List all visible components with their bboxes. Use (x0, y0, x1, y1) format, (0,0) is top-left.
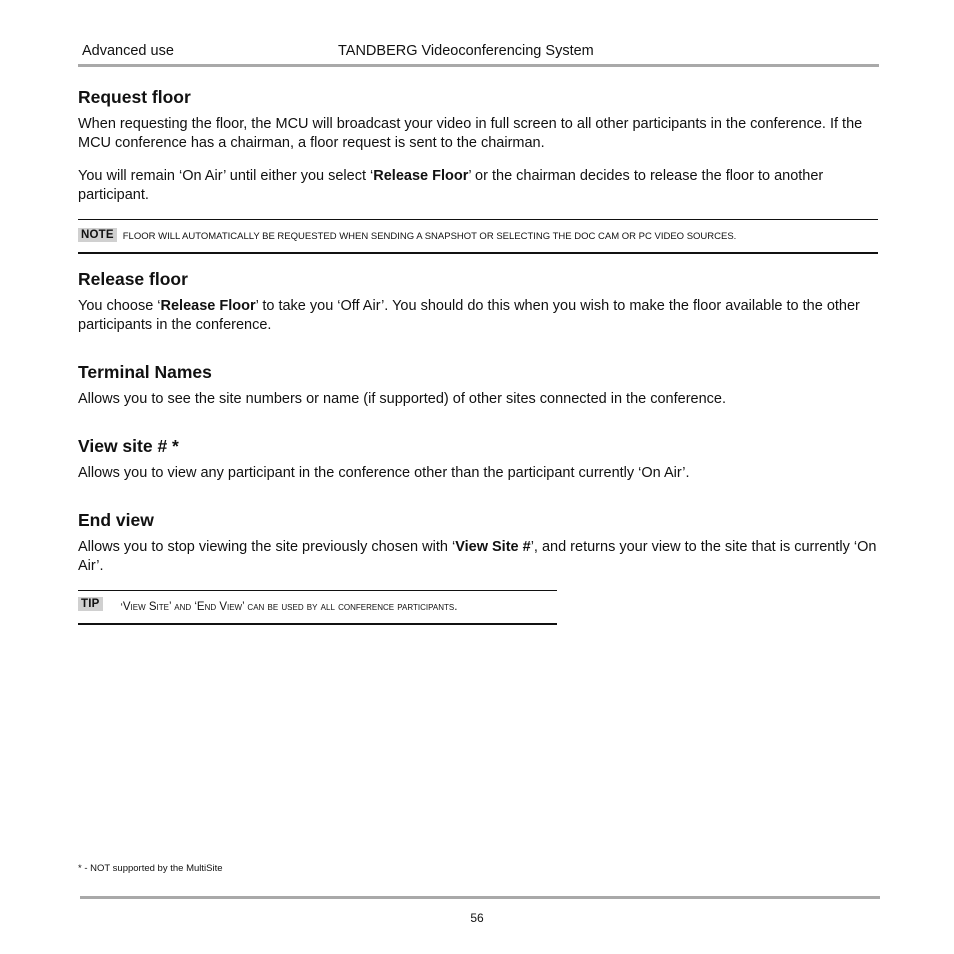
section-request-floor (78, 86, 878, 205)
tip-end-view-term: End View (196, 601, 243, 613)
request-floor-paragraph-2: You will remain ‘On Air’ until either you select ‘Release Floor’ or the chairman decides to release the floor to another participant. (78, 168, 824, 203)
end-view-paragraph: Allows you to stop viewing the site previously chosen with ‘View Site #’, and returns your view to the site that is currently ‘On Air’. (78, 539, 877, 574)
note-box (78, 219, 878, 254)
page-number: 56 (470, 911, 484, 925)
section-terminal-names (78, 361, 878, 409)
release-floor-paragraph: You choose ‘Release Floor’ to take you ‘Off Air’. You should do this when you wish to make the floor available to the other participants in the conference. (78, 298, 860, 333)
note-badge: NOTE (78, 228, 117, 242)
terminal-names-paragraph: Allows you to see the site numbers or name (if supported) of other sites connected in the conference. (78, 391, 727, 407)
note-text: FLOOR WILL AUTOMATICALLY BE REQUESTED WHEN SENDING A SNAPSHOT OR SELECTING THE DOC CAM OR PC VIDEO SOURCES. (122, 231, 737, 242)
terminal-names-heading: Terminal Names (78, 362, 212, 382)
tip-box (78, 590, 557, 625)
request-floor-paragraph-1: When requesting the floor, the MCU will broadcast your video in full screen to all other participants in the conference. If the MCU conference has a chairman, a floor request is sent to the chairman. (78, 116, 863, 151)
release-floor-term: Release Floor (160, 298, 256, 314)
footnote: * - NOT supported by the MultiSite (78, 863, 223, 874)
end-view-heading: End view (78, 510, 154, 530)
header-section-label: Advanced use (82, 43, 174, 59)
view-site-heading: View site # * (78, 436, 179, 456)
tip-view-site-term: View Site (122, 601, 169, 613)
header-divider (78, 64, 879, 67)
header-document-title: TANDBERG Videoconferencing System (338, 43, 594, 59)
section-view-site (78, 435, 878, 483)
footer-divider (80, 896, 880, 899)
page-content (78, 86, 878, 625)
tip-text: ‘View Site’ and ‘End View’ can be used by all conference participants. (120, 601, 458, 613)
view-site-term: View Site # (455, 539, 531, 555)
release-floor-heading: Release floor (78, 269, 188, 289)
release-floor-term: Release Floor (373, 168, 469, 184)
section-end-view (78, 509, 878, 576)
view-site-paragraph: Allows you to view any participant in the conference other than the participant currently ‘On Air’. (78, 465, 690, 481)
section-release-floor (78, 268, 878, 335)
request-floor-heading: Request floor (78, 87, 191, 107)
tip-badge: TIP (78, 597, 103, 611)
